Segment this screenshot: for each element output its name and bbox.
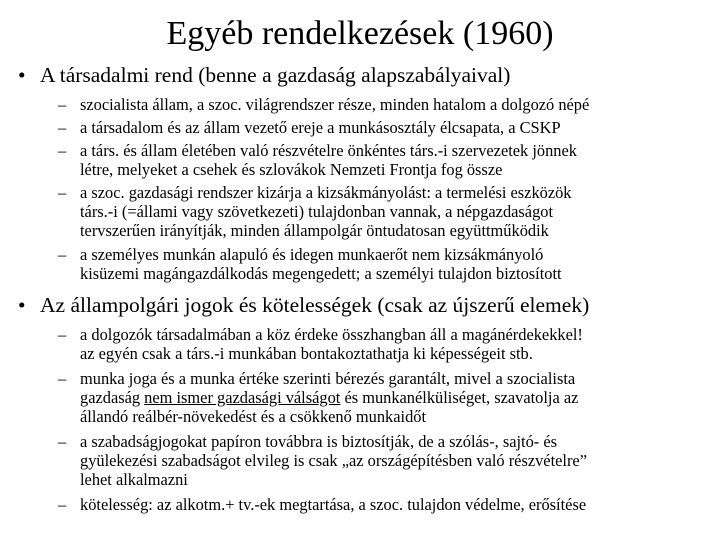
dash-icon: – — [58, 118, 67, 137]
item-line: a társadalom és az állam vezető ereje a munkásosztály élcsapata, a CSKP — [80, 118, 561, 137]
item-line: kötelesség: az alkotm.+ tv.-ek megtartása, a szoc. tulajdon védelme, erősítése — [80, 495, 587, 514]
item-line: a személyes munkán alapuló és idegen munkaerőt nem kizsákmányoló — [80, 245, 544, 264]
bullet-icon: • — [18, 293, 26, 317]
item-line: a dolgozók társadalmában a köz érdeke összhangban áll a magánérdekekkel! — [80, 325, 583, 344]
item-line — [80, 388, 710, 407]
item-line: a társ. és állam életében való részvételre önkéntes társ.-i szervezetek jönnek — [80, 141, 577, 160]
section-1-heading-text: A társadalmi rend (benne a gazdaság alapszabályaival) — [40, 63, 511, 87]
item-line: az egyén csak a társ.-i munkában bontakoztathatja ki képességeit stb. — [80, 344, 533, 363]
dash-icon: – — [58, 245, 67, 264]
item-line: a szoc. gazdasági rendszer kizárja a kizsákmányolást: a termelési eszközök — [80, 183, 572, 202]
section-2-heading — [18, 293, 708, 317]
dash-icon: – — [58, 432, 67, 451]
item-line: lehet alkalmazni — [80, 470, 188, 489]
slide-title: Egyéb rendelkezések (1960) — [166, 15, 554, 52]
bullet-icon: • — [18, 63, 26, 87]
item-text: gazdaság — [80, 388, 145, 407]
item-line: létre, melyeket a csehek és szlovákok Nemzeti Frontja fog össze — [80, 160, 503, 179]
dash-icon: – — [58, 95, 67, 114]
item-line: állandó reálbér-növekedést és a csökkenő munkaidőt — [80, 407, 427, 426]
dash-icon: – — [58, 325, 67, 344]
item-line: gyülekezési szabadságot elvileg is csak „az országépítésben való részvételre” — [80, 451, 587, 470]
dash-icon: – — [58, 495, 67, 514]
underlined-phrase: nem ismer gazdasági válságot — [144, 388, 341, 407]
dash-icon: – — [58, 369, 67, 388]
item-line: a szabadságjogokat papíron továbbra is biztosítják, de a szólás-, sajtó- és — [80, 432, 558, 451]
item-line: szocialista állam, a szoc. világrendszer része, minden hatalom a dolgozó népé — [80, 95, 590, 114]
item-line: kisüzemi magángazdálkodás megengedett; a személyi tulajdon biztosított — [80, 264, 562, 283]
section-2-heading-text: Az állampolgári jogok és kötelességek (csak az újszerű elemek) — [40, 293, 590, 317]
item-text: és munkanélküliséget, szavatolja az — [340, 388, 579, 407]
item-line: társ.-i (=állami vagy szövetkezeti) tulajdonban vannak, a népgazdaságot — [80, 202, 554, 221]
dash-icon: – — [58, 141, 67, 160]
dash-icon: – — [58, 183, 67, 202]
section-1-heading — [18, 63, 708, 87]
item-line: tervszerűen irányítják, minden állampolgár öntudatosan együttműködik — [80, 221, 549, 240]
item-line: munka joga és a munka értéke szerinti bérezés garantált, mivel a szocialista — [80, 369, 576, 388]
